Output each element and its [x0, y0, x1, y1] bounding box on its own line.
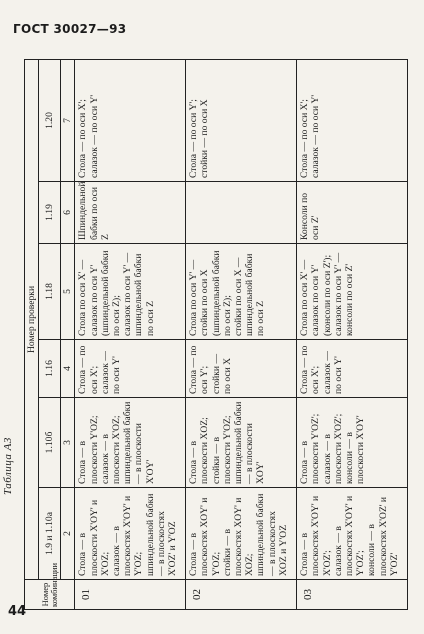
table-cell: Стола — в плоскости X'OY' и X'OZ; салазок — в плоскостях X'OY' и Y'OZ; шпиндельной бабки — в плоскостях X'OZ' и Y'OZ: [75, 488, 186, 580]
table-cell: Стола по оси X' — салазок по оси Y' (шпиндельной бабки по оси Z); салазок по оси Y' — шпиндельной бабки по оси Z: [75, 244, 186, 340]
col-header: 1.20: [39, 59, 61, 181]
table-caption: Таблица А3: [2, 437, 14, 495]
table-cell: Стола — в плоскостях X'OY' и X'OZ'; салазок — в плоскостях X'OY' и Y'OZ'; консоли — в плоскостях X'OZ' и Y'OZ': [297, 488, 408, 580]
col-index: 7: [61, 59, 75, 181]
col-index: 4: [61, 340, 75, 398]
table-cell: Стола — в плоскостях XOY' и Y'OZ; стойки — в плоскостях XOY' и XOZ; шпиндельной бабки — в плоскостях XOZ и Y'OZ: [186, 488, 297, 580]
col-index: 6: [61, 182, 75, 244]
table-cell: Стола — по оси Y'; стойки — по оси X: [186, 59, 297, 181]
col-header: 1.16: [39, 340, 61, 398]
col-index: 5: [61, 244, 75, 340]
document-header: ГОСТ 30027—93: [13, 22, 127, 36]
col-header: 1.9 и 1.10а: [39, 488, 61, 580]
table-cell: Консоли по оси Z': [297, 182, 408, 244]
group-header: Номер проверки: [25, 59, 39, 579]
table-row: [297, 59, 408, 609]
checks-table: [24, 59, 408, 610]
row-id: 02: [186, 580, 297, 610]
table-cell: Стола — в плоскости Y'OZ; салазок — в плоскости X'OZ; шпиндельной бабки — в плоскости X'OY': [75, 398, 186, 488]
table-cell: Стола по оси Y' — стойки по оси X (шпиндельной бабки по оси Z); стойки по оси X — шпиндельной бабки по оси Z: [186, 244, 297, 340]
col-header: 1.19: [39, 182, 61, 244]
table-cell: Стола — по оси X'; салазок — по оси Y': [297, 340, 408, 398]
table-cell: Стола — по оси X'; салазок — по оси Y': [297, 59, 408, 181]
row-id: 01: [75, 580, 186, 610]
table-cell: Стола — в плоскости XOZ; стойки — в плоскости Y'OZ; шпиндельной бабки — в плоскости XOY': [186, 398, 297, 488]
table-cell: Шпиндельной бабки по оси Z: [75, 182, 186, 244]
col-index: 3: [61, 398, 75, 488]
table-row: [186, 59, 297, 609]
col-header: 1.10б: [39, 398, 61, 488]
table-cell: Стола по оси X' — салазок по оси Y' (консоли по оси Z'); салазок по оси Y' — консоли по оси Z': [297, 244, 408, 340]
page-number: 44: [8, 604, 27, 619]
table-row: [75, 59, 186, 609]
row-header: Номер комбинации: [25, 580, 75, 610]
table-cell: Стола — по оси X'; салазок — по оси Y': [75, 59, 186, 181]
table-cell: Стола — по оси Y'; стойки — по оси X: [186, 340, 297, 398]
table-cell: [186, 182, 297, 244]
col-header: 1.18: [39, 244, 61, 340]
row-id: 03: [297, 580, 408, 610]
col-index: 2: [61, 488, 75, 580]
rotated-table-wrapper: [24, 60, 408, 610]
table-cell: Стола — в плоскости Y'OZ'; салазок — в плоскости X'OZ'; консоли — в плоскости X'OY': [297, 398, 408, 488]
table-cell: Стола — по оси X'; салазок — по оси Y': [75, 340, 186, 398]
